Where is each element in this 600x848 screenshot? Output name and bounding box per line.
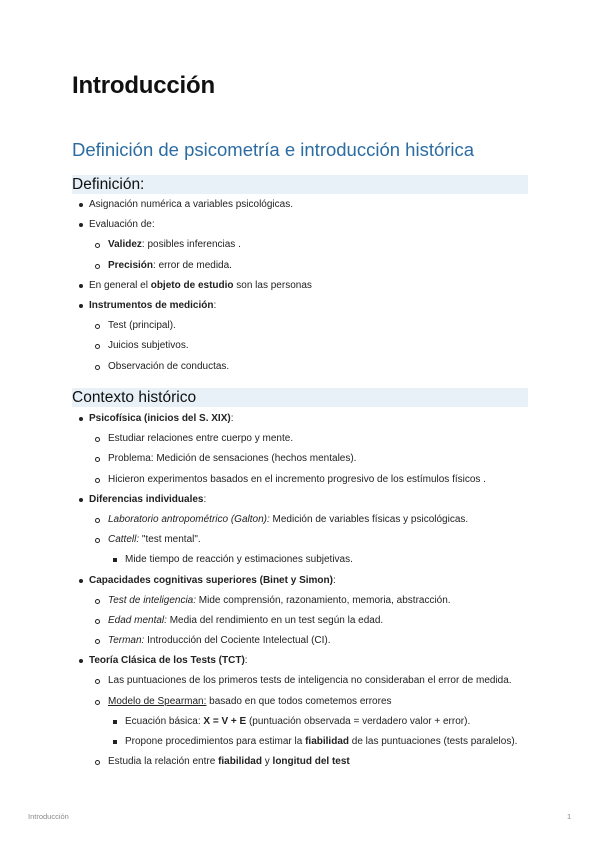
contexto-list-item — [72, 571, 528, 591]
circle-bullet-icon — [95, 700, 100, 705]
circle-bullet-icon — [95, 760, 100, 765]
list-item-text: Teoría Clásica de los Tests (TCT) — [89, 655, 245, 667]
list-item-text: y — [261, 756, 273, 768]
definicion-list-item — [72, 215, 528, 235]
definicion-heading: Definición: — [72, 175, 528, 194]
definicion-list-item — [72, 336, 528, 356]
square-bullet-icon — [113, 720, 117, 724]
list-item-text: son las personas — [233, 279, 312, 291]
definicion-list-item — [72, 235, 528, 255]
disc-bullet-icon — [79, 498, 83, 502]
circle-bullet-icon — [95, 639, 100, 644]
list-item-text: Cattell: — [108, 534, 140, 546]
list-item-text: Juicios subjetivos. — [108, 340, 189, 352]
list-item-text: Test de inteligencia: — [108, 594, 197, 606]
disc-bullet-icon — [79, 659, 83, 663]
footer-title: Introducción — [28, 812, 69, 821]
list-item-text: "test mental". — [139, 534, 201, 546]
disc-bullet-icon — [79, 579, 83, 583]
disc-bullet-icon — [79, 284, 83, 288]
disc-bullet-icon — [79, 203, 83, 207]
circle-bullet-icon — [95, 457, 100, 462]
page-title: Introducción — [72, 72, 215, 99]
definicion-list-item — [72, 296, 528, 316]
list-item-text: Propone procedimientos para estimar la — [125, 736, 306, 747]
circle-bullet-icon — [95, 538, 100, 543]
list-item-text: objeto de estudio — [150, 279, 234, 291]
list-item-text: Problema: Medición de sensaciones (hechos mentales). — [108, 453, 357, 465]
contexto-list-item — [72, 591, 528, 611]
definicion-list — [72, 195, 528, 377]
list-item-text: Diferencias individuales — [89, 493, 204, 505]
list-item-text: Hicieron experimentos basados en el incremento progresivo de los estímulos físicos . — [108, 473, 486, 485]
list-item-text: (puntuación observada = verdadero valor + error). — [246, 715, 471, 727]
contexto-list-item — [72, 611, 528, 631]
contexto-list-item — [72, 692, 528, 712]
contexto-list-item — [72, 550, 528, 570]
square-bullet-icon — [113, 558, 117, 562]
list-item-text: Medición de variables físicas y psicológicas. — [269, 513, 469, 525]
list-item-text: : error de medida. — [153, 259, 232, 271]
list-item-text: Laboratorio antropométrico (Galton): — [108, 513, 270, 525]
list-item-text: : — [213, 299, 217, 311]
circle-bullet-icon — [95, 324, 100, 329]
list-item-text: Estudia la relación entre — [108, 756, 219, 768]
contexto-list-item — [72, 530, 528, 550]
list-item-text: Instrumentos de medición — [89, 299, 214, 311]
list-item-text: longitud del test — [272, 756, 350, 768]
list-item-text: Terman: — [108, 635, 145, 647]
list-item-text: de las puntuaciones (tests paralelos). — [349, 736, 518, 747]
list-item-text: En general el — [89, 279, 151, 291]
circle-bullet-icon — [95, 344, 100, 349]
list-item-text: Observación de conductas. — [108, 360, 230, 372]
contexto-list-item — [72, 449, 528, 469]
list-item-text: Capacidades cognitivas superiores (Binet y Simon) — [89, 574, 333, 586]
list-item-text: basado en que todos cometemos errores — [206, 695, 392, 707]
list-item-text: Ecuación básica: — [125, 715, 204, 727]
circle-bullet-icon — [95, 518, 100, 523]
contexto-list-item — [72, 429, 528, 449]
list-item-text: Precisión — [108, 259, 154, 271]
list-item-text: Asignación numérica a variables psicológicas. — [89, 199, 293, 210]
circle-bullet-icon — [95, 619, 100, 624]
list-item-text: Mide tiempo de reacción y estimaciones subjetivas. — [125, 554, 353, 566]
contexto-list-item — [72, 510, 528, 530]
contexto-list-item — [72, 490, 528, 510]
list-item-text: : posibles inferencias . — [141, 239, 241, 251]
footer-page-number: 1 — [567, 812, 572, 821]
contexto-list-item — [72, 752, 528, 772]
circle-bullet-icon — [95, 264, 100, 269]
contexto-list-item — [72, 651, 528, 671]
disc-bullet-icon — [79, 223, 83, 227]
list-item-text: : — [332, 574, 336, 586]
list-item-text: X = V + E — [203, 715, 247, 727]
list-item-text: Evaluación de: — [89, 219, 155, 231]
list-item-text: fiabilidad — [218, 756, 262, 768]
contexto-list-item — [72, 631, 528, 651]
list-item-text: Estudiar relaciones entre cuerpo y mente. — [108, 433, 294, 445]
circle-bullet-icon — [95, 599, 100, 604]
list-item-text: : — [230, 413, 234, 424]
contexto-list-item — [72, 732, 528, 752]
list-item-text: : — [244, 655, 248, 667]
circle-bullet-icon — [95, 679, 100, 684]
list-item-text: fiabilidad — [305, 736, 349, 747]
contexto-list — [72, 409, 528, 772]
list-item-text: Validez — [108, 239, 142, 251]
circle-bullet-icon — [95, 365, 100, 370]
list-item-text: Media del rendimiento en un test según la edad. — [166, 614, 384, 626]
list-item-text: : — [203, 493, 207, 505]
section-title: Definición de psicometría e introducción histórica — [72, 139, 475, 160]
list-item-text: Edad mental: — [108, 614, 167, 626]
list-item-text: Test (principal). — [108, 320, 176, 332]
definicion-list-item — [72, 357, 528, 377]
square-bullet-icon — [113, 740, 117, 744]
circle-bullet-icon — [95, 243, 100, 248]
list-item-text: Modelo de Spearman: — [108, 695, 207, 707]
disc-bullet-icon — [79, 417, 83, 421]
disc-bullet-icon — [79, 304, 83, 308]
list-item-text: Las puntuaciones de los primeros tests de inteligencia no consideraban el error de medida. — [108, 675, 512, 687]
contexto-heading: Contexto histórico — [72, 388, 528, 407]
definicion-list-item — [72, 195, 528, 215]
list-item-text: Mide comprensión, razonamiento, memoria, abstracción. — [196, 594, 451, 606]
definicion-list-item — [72, 316, 528, 336]
definicion-list-item — [72, 256, 528, 276]
circle-bullet-icon — [95, 437, 100, 442]
list-item-text: Psicofísica (inicios del S. XIX) — [89, 413, 231, 424]
contexto-list-item — [72, 712, 528, 732]
list-item-text: Introducción del Cociente Intelectual (CI). — [144, 635, 331, 647]
contexto-list-item — [72, 409, 528, 429]
circle-bullet-icon — [95, 478, 100, 483]
contexto-list-item — [72, 671, 528, 691]
definicion-list-item — [72, 276, 528, 296]
contexto-list-item — [72, 470, 528, 490]
